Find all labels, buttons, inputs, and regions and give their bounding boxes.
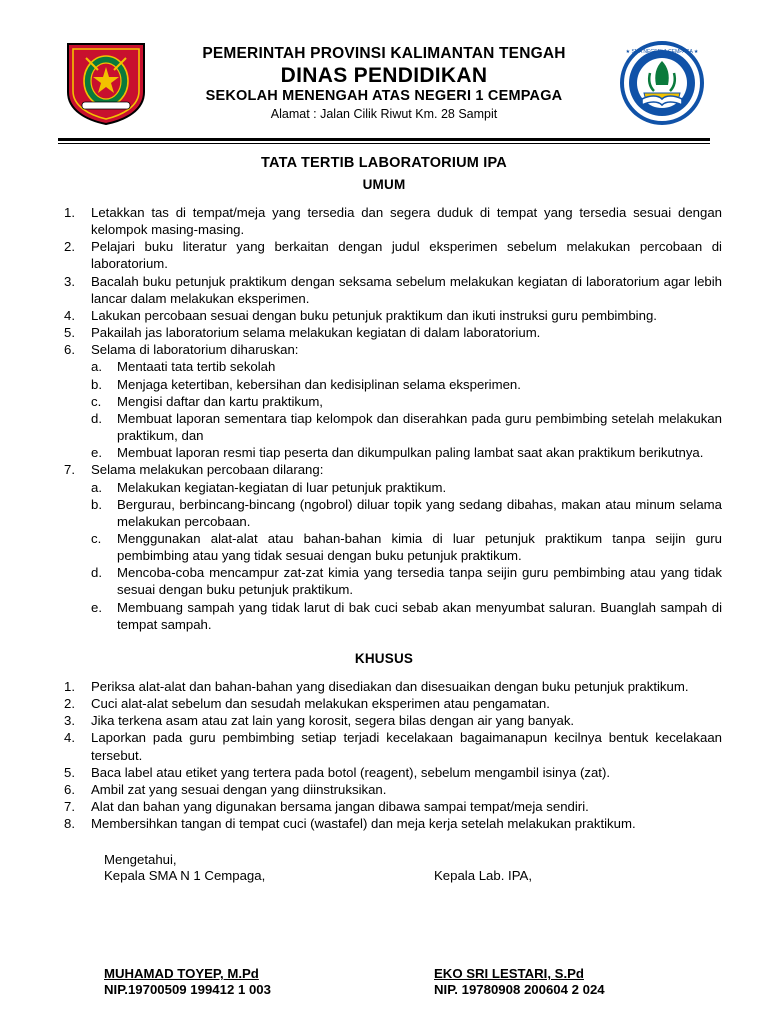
left-crest-container <box>58 40 154 126</box>
divider-thin <box>58 143 710 144</box>
sublist-text: Membuat laporan sementara tiap kelompok dan diserahkan pada guru pembimbing setelah melakukan praktikum, dan <box>117 410 722 444</box>
sublist-item <box>91 444 722 461</box>
list-item <box>64 324 722 341</box>
list-marker: 1. <box>64 678 75 694</box>
sublist-marker: a. <box>91 359 102 375</box>
list-text: Selama melakukan percobaan dilarang: <box>91 462 324 478</box>
list-marker: 4. <box>64 307 75 323</box>
list-text: Pelajari buku literatur yang berkaitan dengan judul eksperimen sebelum melakukan percobaan di laboratorium. <box>91 239 722 272</box>
list-item <box>64 678 722 695</box>
signature-left-name-block <box>104 966 434 997</box>
header-divider <box>0 126 768 144</box>
list-text: Periksa alat-alat dan bahan-bahan yang disediakan dan disesuaikan dengan buku petunjuk praktikum. <box>91 678 689 694</box>
signature-roles-row <box>104 852 722 883</box>
umum-sublist-7 <box>91 479 722 633</box>
left-signer-name: MUHAMAD TOYEP, M.Pd <box>104 966 259 982</box>
department-line: DINAS PENDIDIKAN <box>280 63 488 87</box>
list-item <box>64 781 722 798</box>
list-item <box>64 341 722 461</box>
sublist-text: Mentaati tata tertib sekolah <box>117 359 276 375</box>
sublist-marker: b. <box>91 496 102 512</box>
section-heading-umum: UMUM <box>362 177 406 192</box>
list-text: Baca label atau etiket yang tertera pada botol (reagent), sebelum mengambil isinya (zat). <box>91 764 610 780</box>
list-item <box>64 307 722 324</box>
sublist-marker: a. <box>91 479 102 495</box>
list-text: Pakailah jas laboratorium selama melakukan kegiatan di dalam laboratorium. <box>91 325 541 341</box>
list-marker: 2. <box>64 696 75 712</box>
sublist-item <box>91 393 722 410</box>
umum-sublist-6 <box>91 358 722 461</box>
list-item <box>64 273 722 307</box>
list-text: Membersihkan tangan di tempat cuci (wastafel) dan meja kerja setelah melakukan praktikum. <box>91 816 636 832</box>
divider-thick <box>58 138 710 141</box>
list-item <box>64 238 722 272</box>
list-marker: 3. <box>64 713 75 729</box>
right-role-label: Kepala Lab. IPA, <box>434 868 532 884</box>
signature-left-column <box>104 852 434 883</box>
svg-text:★ SMA NEGERI 1 CEMPAGA ★: ★ SMA NEGERI 1 CEMPAGA ★ <box>625 49 699 55</box>
list-text: Selama di laboratorium diharuskan: <box>91 342 299 358</box>
sublist-item <box>91 479 722 496</box>
list-marker: 5. <box>64 325 75 341</box>
list-marker: 6. <box>64 781 75 797</box>
list-text: Jika terkena asam atau zat lain yang korosit, segera bilas dengan air yang banyak. <box>91 713 575 729</box>
list-item <box>64 764 722 781</box>
list-text: Lakukan percobaan sesuai dengan buku petunjuk praktikum dan ikuti instruksi guru pembimbing. <box>91 307 657 323</box>
sublist-item <box>91 410 722 444</box>
list-item <box>64 712 722 729</box>
khusus-list <box>64 678 722 832</box>
sublist-marker: d. <box>91 565 102 581</box>
list-marker: 7. <box>64 462 75 478</box>
school-logo-icon <box>620 41 704 125</box>
sublist-text: Bergurau, berbincang-bincang (ngobrol) diluar topik yang sedang dibahas, makan atau minum selama melakukan percobaan. <box>117 496 722 529</box>
umum-list <box>64 204 722 633</box>
school-address-line: Alamat : Jalan Cilik Riwut Km. 28 Sampit <box>270 106 498 121</box>
umum-section <box>0 204 768 633</box>
right-role-spacer <box>434 852 722 867</box>
page-title: TATA TERTIB LABORATORIUM IPA <box>261 155 507 171</box>
list-text: Bacalah buku petunjuk praktikum dengan seksama sebelum melakukan kegiatan di laboratorium agar lebih lancar dalam melakukan eksperimen. <box>91 273 722 306</box>
sublist-item <box>91 599 722 633</box>
sublist-item <box>91 530 722 564</box>
left-role-label: Kepala SMA N 1 Cempaga, <box>104 868 266 884</box>
list-marker: 2. <box>64 239 75 255</box>
knowing-label: Mengetahui, <box>104 852 177 868</box>
list-marker: 5. <box>64 764 75 780</box>
sublist-marker: e. <box>91 445 102 461</box>
list-marker: 4. <box>64 730 75 746</box>
list-item <box>64 695 722 712</box>
sublist-marker: b. <box>91 376 102 392</box>
list-text: Laporkan pada guru pembimbing setiap terjadi kecelakaan bagaimanapun kecilnya bentuk kecelakaan tersebut. <box>91 730 722 763</box>
signature-right-column <box>434 852 722 883</box>
list-text: Alat dan bahan yang digunakan bersama jangan dibawa sampai tempat/meja sendiri. <box>91 799 589 814</box>
kalimantan-tengah-coat-of-arms-icon <box>64 40 148 126</box>
list-item <box>64 815 722 832</box>
right-signer-name: EKO SRI LESTARI, S.Pd <box>434 966 584 982</box>
list-marker: 1. <box>64 205 75 220</box>
left-signer-nip: NIP.19700509 199412 1 003 <box>104 982 271 998</box>
sublist-text: Menjaga ketertiban, kebersihan dan kedisiplinan selama eksperimen. <box>117 376 521 392</box>
sublist-text: Melakukan kegiatan-kegiatan di luar petunjuk praktikum. <box>117 479 447 495</box>
sublist-text: Mengisi daftar dan kartu praktikum, <box>117 393 323 409</box>
government-province-line: PEMERINTAH PROVINSI KALIMANTAN TENGAH <box>202 45 566 63</box>
sublist-text: Membuat laporan resmi tiap peserta dan dikumpulkan paling lambat saat akan praktikum berikutnya. <box>117 445 704 461</box>
school-name-line: SEKOLAH MENENGAH ATAS NEGERI 1 CEMPAGA <box>205 88 563 105</box>
list-item <box>64 461 722 633</box>
right-signer-nip: NIP. 19780908 200604 2 024 <box>434 982 605 998</box>
sublist-item <box>91 564 722 598</box>
sublist-text: Mencoba-coba mencampur zat-zat kimia yang tersedia tanpa seijin guru pembimbing atau yang tidak sesuai dengan buku petunjuk praktikum. <box>117 565 722 598</box>
sublist-marker: c. <box>91 530 102 546</box>
signature-names-row <box>104 966 722 997</box>
signature-block <box>0 852 768 997</box>
khusus-section <box>0 678 768 832</box>
sublist-marker: c. <box>91 393 102 409</box>
sublist-text: Menggunakan alat-alat atau bahan-bahan kimia di luar petunjuk praktikum tanpa seijin guru pembimbing atau yang tidak sesuai dengan buku petunjuk praktikum. <box>117 530 722 564</box>
right-crest-container <box>614 41 710 125</box>
sublist-item <box>91 376 722 393</box>
letterhead-text <box>154 45 614 120</box>
letterhead <box>0 0 768 126</box>
sublist-marker: d. <box>91 410 102 426</box>
sublist-marker: e. <box>91 599 102 615</box>
list-marker: 8. <box>64 816 75 832</box>
section-heading-khusus: KHUSUS <box>354 650 414 666</box>
sublist-item <box>91 358 722 375</box>
sublist-item <box>91 496 722 530</box>
list-marker: 7. <box>64 799 75 814</box>
signature-right-name-block <box>434 966 722 997</box>
list-item <box>64 798 722 815</box>
list-text: Cuci alat-alat sebelum dan sesudah melakukan eksperimen atau pengamatan. <box>91 696 550 712</box>
sublist-text: Membuang sampah yang tidak larut di bak cuci sebab akan menyumbat saluran. Buanglah sampah di tempat sampah. <box>117 599 722 632</box>
list-item <box>64 729 722 763</box>
list-item <box>64 204 722 238</box>
list-marker: 3. <box>64 273 75 289</box>
list-text: Letakkan tas di tempat/meja yang tersedia dan segera duduk di tempat yang tersedia sesuai dengan kelompok masing-masing. <box>91 205 722 238</box>
list-marker: 6. <box>64 342 75 358</box>
list-text: Ambil zat yang sesuai dengan yang diinstruksikan. <box>91 781 387 797</box>
